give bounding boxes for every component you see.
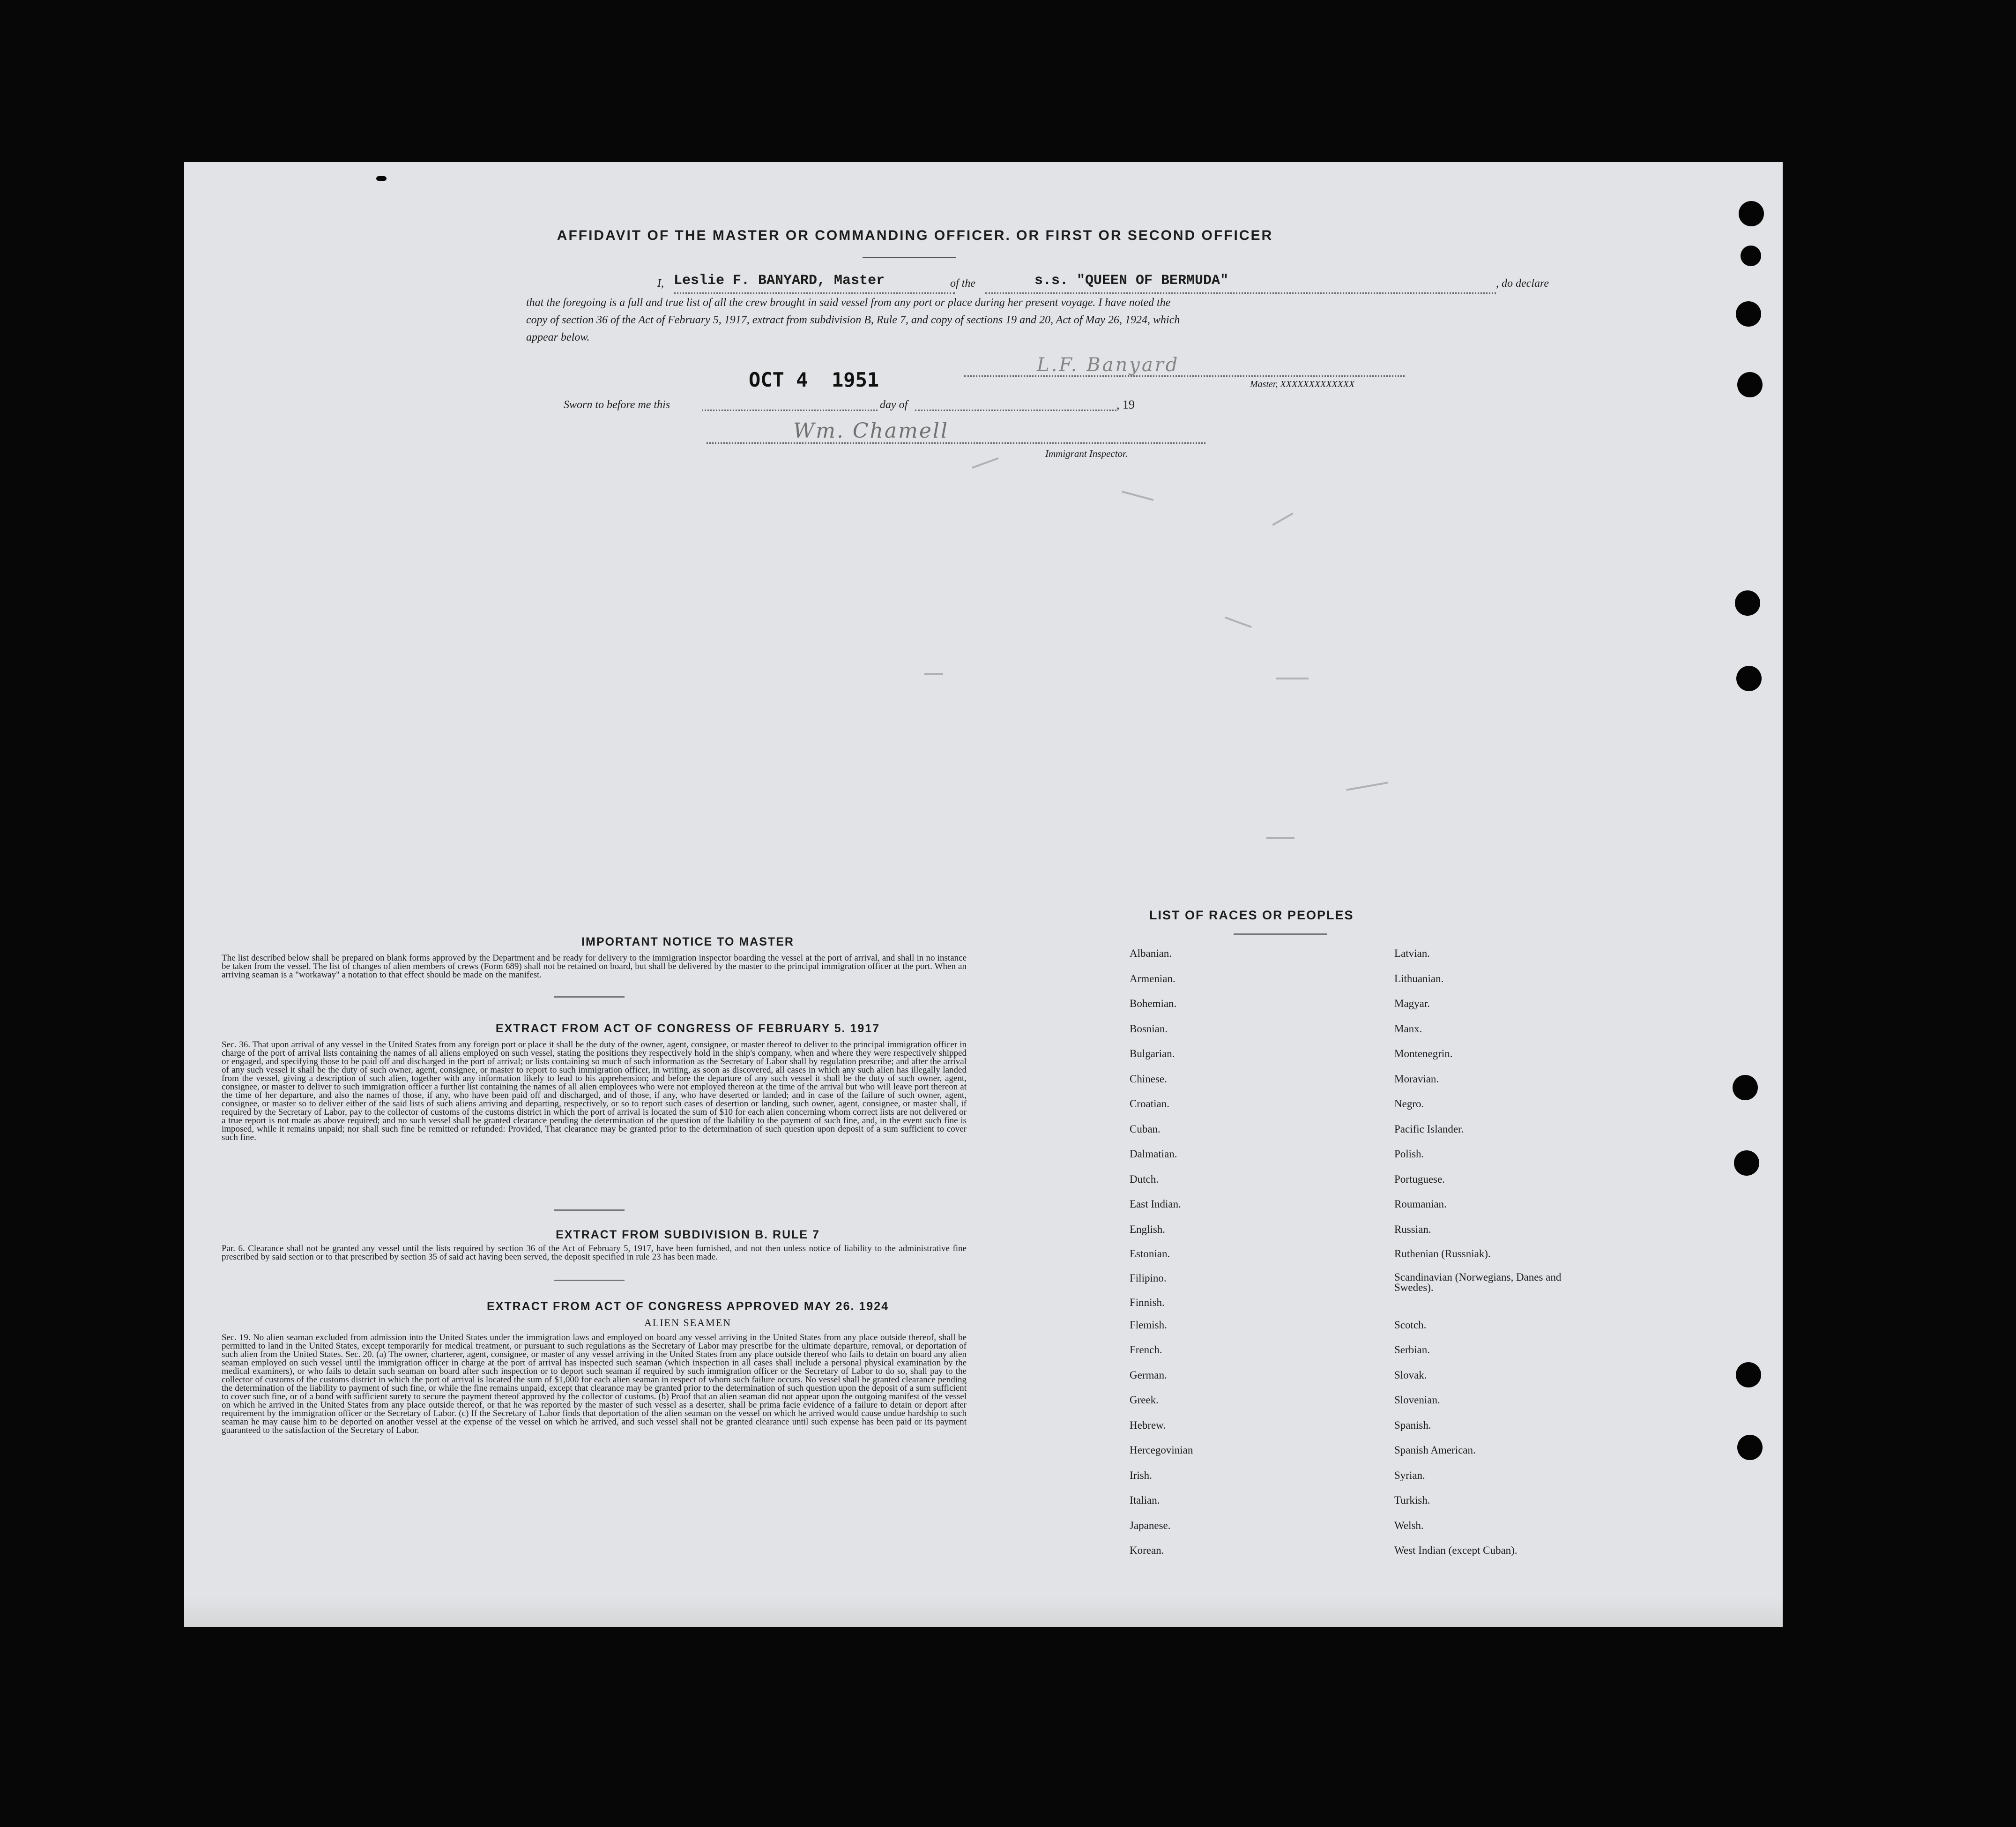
races-left-column [1130,947,1383,1570]
race-item: Russian. [1394,1223,1431,1235]
race-item: Korean. [1130,1544,1164,1556]
race-item: Manx. [1394,1022,1422,1035]
inspector-label: Immigrant Inspector. [1045,448,1128,459]
race-item: Montenegrin. [1394,1048,1453,1059]
affidavit-body-line-2: copy of section 36 of the Act of February 5, 1917, extract from subdivision B, Rule 7, and copy of sections 19 and 20, Act of May 26, 1924, which [526,314,1180,326]
races-right-column [1394,947,1600,1570]
race-item: Bohemian. [1130,998,1177,1009]
do-declare-label: , do declare [1496,277,1549,290]
page-bottom-shading [184,1596,1783,1627]
race-item: Slovak. [1394,1369,1427,1381]
race-item: Roumanian. [1394,1198,1447,1210]
race-item: Moravian. [1394,1073,1439,1085]
race-item: Filipino. [1130,1272,1167,1284]
race-item: Portuguese. [1394,1173,1445,1185]
race-item: Estonian. [1130,1247,1170,1260]
race-item: Serbian. [1394,1344,1430,1356]
notice-text: The list described below shall be prepared on blank forms approved by the Department and be ready for delivery to the immigration inspector boarding the vessel at the port of arrival, and shall in no instance be taken from the vessel. The list of changes of alien members of crews (Form 689) shall not be retained on board, but shall be delivered by the master to the principal immigration officer at the port. When an arriving seaman is a "workaway" a notation to that effect should be made on the manifest. [222,953,967,980]
race-item: Italian. [1130,1494,1160,1506]
extract-1924-subtitle: ALIEN SEAMEN [644,1317,731,1328]
affidavit-title: AFFIDAVIT OF THE MASTER OR COMMANDING OFFICER. OR FIRST OR SECOND OFFICER [557,228,1273,243]
show-through-mark [1272,513,1293,526]
extract-rule7-title: EXTRACT FROM SUBDIVISION B. RULE 7 [556,1228,820,1241]
race-item: Ruthenian (Russniak). [1394,1247,1491,1260]
race-item: Pacific Islander. [1394,1123,1464,1135]
punch-hole [1737,1435,1763,1460]
extract-1924-title: EXTRACT FROM ACT OF CONGRESS APPROVED MAY 26. 1924 [486,1300,889,1313]
divider [1234,933,1327,935]
race-item: Syrian. [1394,1469,1425,1481]
race-item: Spanish. [1394,1419,1431,1431]
race-item: Bulgarian. [1130,1048,1175,1059]
show-through-mark [1266,837,1294,839]
sworn-label: Sworn to before me this [564,399,670,411]
master-name-line [674,292,955,294]
race-item: German. [1130,1369,1167,1381]
race-item: Scandinavian (Norwegians, Danes and Swedes). [1394,1271,1562,1293]
punch-hole [1736,1362,1761,1387]
punch-hole [1735,590,1760,616]
punch-hole [1741,246,1761,266]
race-item: Spanish American. [1394,1444,1476,1456]
race-item: Armenian. [1130,972,1175,984]
race-item: Negro. [1394,1098,1424,1110]
race-item: Finnish. [1130,1296,1165,1308]
race-item: Latvian. [1394,947,1430,959]
show-through-mark [924,673,943,675]
punch-hole [1737,372,1763,397]
race-item: Croatian. [1130,1098,1169,1110]
race-item: Lithuanian. [1394,972,1444,984]
race-item: Slovenian. [1394,1394,1440,1406]
of-the-label: of the [950,277,975,290]
extract-1924-text: Sec. 19. No alien seaman excluded from admission into the United States under the immigration laws and employed on board any vessel arriving in the United States from any place outside thereof, shall be permitted to land in the United States, except temporarily for medical treatment, or pursuant to such regulations as the Secretary of Labor may prescribe for the ultimate departure, removal, or deportation of such alien from the United States. Sec. 20. (a) The owner, charterer, agent, consignee, or master of any vessel arriving in the United States from any place outside thereof who fails to detain on board any alien seaman employed on such vessel until the immigration officer in charge at the port of arrival has inspected such seaman (which inspection in all cases shall include a personal physical examination by the medical examiners), or who fails to detain such seaman on board after such inspection or to deport such seaman if required by such immigration officer or the Secretary of Labor to do so, shall pay to the collector of customs of the customs district in which the port of arrival is located the sum of $1,000 for each alien seaman in respect of whom such failure occurs. No vessel shall be granted clearance pending the determination of the liability to payment of such fine, or while the fine remains unpaid, except that clearance may be granted prior to the determination of such question upon the deposit of a sum sufficient to cover such fine, or of a bond with sufficient surety to secure the payment thereof approved by the collector of customs. (b) Proof that an alien seaman did not appear upon the outgoing manifest of the vessel on which he arrived in the United States from any place outside thereof, or that he was reported by the master of such vessel as a deserter, shall be prima facie evidence of a failure to detain or deport after requirement by the immigration officer or the Secretary of Labor. (c) If the Secretary of Labor finds that deportation of the alien seaman on the vessel on which he arrived would cause undue hardship to such seaman he may cause him to be deported on another vessel at the expense of the vessel on which he arrived, and such vessel shall not be granted clearance until such expense has been paid or its payment guaranteed to the satisfaction of the Secretary of Labor. [222,1333,967,1435]
sworn-month-line [915,410,1116,411]
race-item: Flemish. [1130,1319,1167,1331]
race-item: Dutch. [1130,1173,1159,1185]
race-item: Irish. [1130,1469,1152,1481]
date-stamp: OCT 4 1951 [749,368,879,391]
extract-1917-title: EXTRACT FROM ACT OF CONGRESS OF FEBRUARY 5. 1917 [495,1022,880,1035]
race-item: Welsh. [1394,1519,1424,1531]
punch-hole [1734,1150,1759,1176]
vessel-name-line [985,292,1496,294]
sworn-day-line [702,410,878,411]
extract-rule7-text: Par. 6. Clearance shall not be granted any vessel until the lists required by section 36 of the Act of February 5, 1917, have been furnished, and not then unless notice of liability to the administrative fine prescribed by said section or to that prescribed by section 35 of said act having been served, the deposit specified in rule 23 has been made. [222,1244,967,1262]
master-signature: L.F. Banyard [1037,354,1180,376]
race-item: English. [1130,1223,1166,1235]
show-through-mark [1225,617,1252,628]
race-item: French. [1130,1344,1162,1356]
show-through-mark [1276,678,1309,679]
master-name-field: Leslie F. BANYARD, Master [674,273,885,289]
race-item: Japanese. [1130,1519,1171,1531]
race-item: Dalmatian. [1130,1148,1177,1160]
race-item: Chinese. [1130,1073,1167,1085]
inspector-signature-line [707,442,1205,444]
extract-1917-text: Sec. 36. That upon arrival of any vessel in the United States from any foreign port or place it shall be the duty of the owner, agent, consignee, or master thereof to deliver to the principal immigration officer in charge of the port of arrival lists containing the names of all aliens employed on such vessel, stating the positions they respectively hold in the ship's company, when and where they were respectively shipped or engaged, and specifying those to be paid off and discharged in the port of arrival; or lists containing so much of such information as the Secretary of Labor shall by regulation prescribe; and after the arrival of any such vessel it shall be the duty of such owner, agent, consignee, or master to report to such immigration officer, in writing, as soon as discovered, all cases in which any such alien has illegally landed from the vessel, giving a description of such alien, together with any information likely to lead to his apprehension; and before the departure of any such vessel it shall be the duty of such owner, agent, consignee, or master to deliver to such immigration officer a further list containing the names of all alien employees who were not employed thereon at the time of the arrival but who will leave port thereon at the time of her departure, and also the names of those, if any, who have been paid off and discharged, and of those, if any, who have deserted or landed; and in case of the failure of such owner, agent, consignee, or master so to deliver either of the said lists of such aliens arriving and departing, respectively, or so to report such cases of desertion or landing, such owner, agent, consignee, or master shall, if required by the Secretary of Labor, pay to the collector of customs of the customs district in which the port of arrival is located the sum of $10 for each alien concerning whom correct lists are not delivered or a true report is not made as above required; and no such vessel shall be granted clearance pending the determination of the question of the liability to the payment of such fine, and, in the event such fine is imposed, while it remains unpaid; nor shall such fine be remitted or refunded: Provided, That clearance may be granted prior to the determination of such question upon deposit of a sum sufficient to cover such fine. [222,1040,967,1142]
punch-hole [1736,666,1762,691]
race-item: Bosnian. [1130,1022,1168,1035]
vessel-name-field: s.s. "QUEEN OF BERMUDA" [1034,273,1229,289]
race-item: Hebrew. [1130,1419,1166,1431]
affidavit-i-label: I, [657,277,664,290]
divider [554,996,625,998]
punch-hole [1739,201,1764,226]
affidavit-body-line-1: that the foregoing is a full and true list of all the crew brought in said vessel from any port or place during her present voyage. I have noted the [526,297,1171,309]
divider [863,257,956,258]
show-through-mark [972,457,999,469]
show-through-mark [1122,491,1154,501]
race-item: Turkish. [1394,1494,1430,1506]
race-item: Scotch. [1394,1319,1427,1331]
year-prefix: , 19 [1116,398,1135,411]
race-item: Polish. [1394,1148,1424,1160]
race-item: Greek. [1130,1394,1159,1406]
race-item: Magyar. [1394,998,1430,1009]
races-title: LIST OF RACES OR PEOPLES [1149,908,1354,922]
master-signature-line [964,375,1405,377]
race-item: Hercegovinian [1130,1444,1193,1456]
punch-hole [1736,301,1761,327]
race-item: West Indian (except Cuban). [1394,1544,1518,1556]
punch-hole [1733,1075,1758,1100]
scan-mark [376,176,387,181]
race-item: East Indian. [1130,1198,1181,1210]
race-item: Albanian. [1130,947,1172,959]
affidavit-body-line-3: appear below. [526,331,590,343]
day-of-label: day of [880,399,908,411]
race-item: Cuban. [1130,1123,1161,1135]
divider [554,1280,625,1281]
divider [554,1209,625,1211]
document-page [184,162,1783,1627]
show-through-mark [1346,782,1388,791]
inspector-signature: Wm. Chamell [793,419,949,443]
notice-title: IMPORTANT NOTICE TO MASTER [581,935,794,948]
master-label: Master, XXXXXXXXXXXXX [1250,379,1355,389]
